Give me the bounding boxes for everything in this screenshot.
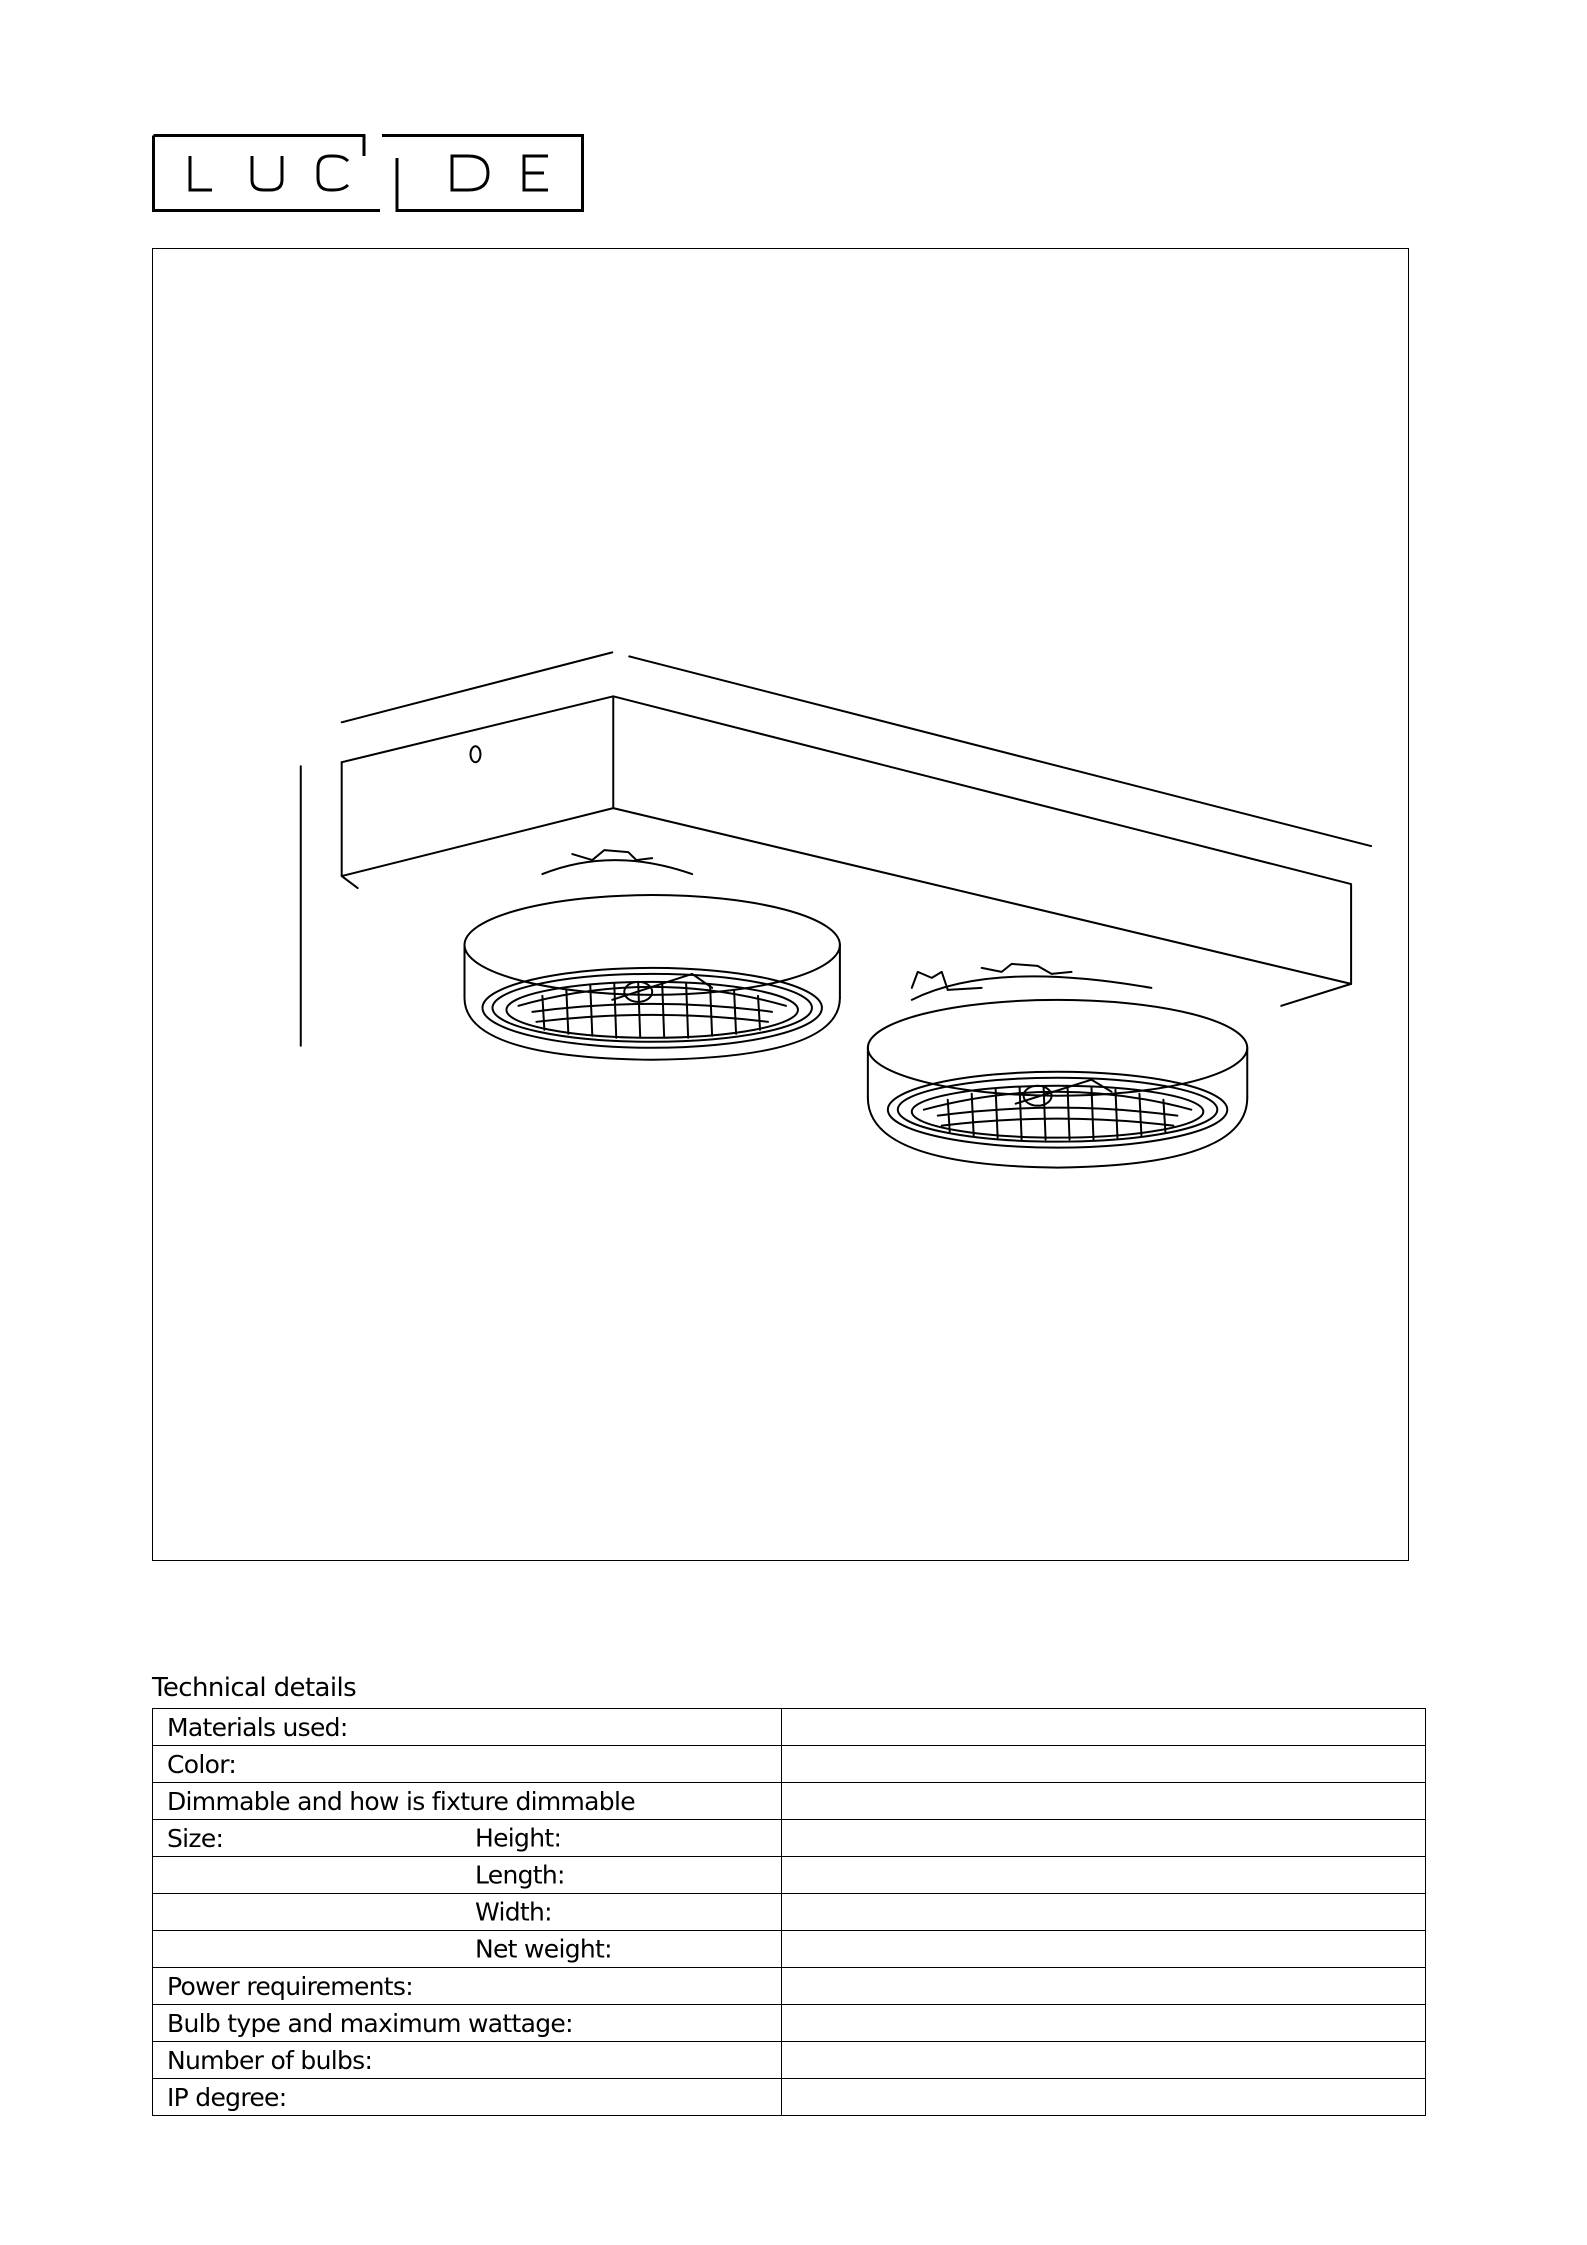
row-label-cell — [153, 2005, 782, 2042]
row-sublabel: Length: — [475, 1860, 565, 1890]
row-label-cell — [153, 2042, 782, 2079]
row-value — [782, 1857, 1426, 1894]
row-label-cell — [153, 1709, 782, 1746]
table-row — [153, 1931, 1426, 1968]
product-drawing-frame — [152, 248, 1409, 1561]
row-label-cell — [153, 1820, 782, 1857]
technical-details-table — [152, 1708, 1426, 2116]
row-value — [782, 2042, 1426, 2079]
table-row — [153, 1820, 1426, 1857]
row-value — [782, 1709, 1426, 1746]
row-value — [782, 1746, 1426, 1783]
row-sublabel: Width: — [475, 1897, 552, 1927]
row-label: Number of bulbs: — [167, 2045, 373, 2075]
row-label: Color: — [167, 1749, 237, 1779]
row-label: Bulb type and maximum wattage: — [167, 2008, 573, 2038]
table-row — [153, 1857, 1426, 1894]
row-value — [782, 2079, 1426, 2116]
row-label-cell — [153, 1931, 782, 1968]
technical-details-title: Technical details — [152, 1673, 357, 1703]
row-label-cell — [153, 1746, 782, 1783]
row-label: Size: — [167, 1823, 224, 1853]
table-row — [153, 1783, 1426, 1820]
row-sublabel: Height: — [475, 1823, 562, 1853]
table-row — [153, 2042, 1426, 2079]
row-label: Materials used: — [167, 1712, 348, 1742]
row-value — [782, 1968, 1426, 2005]
row-value — [782, 2005, 1426, 2042]
ceiling-spotlight-drawing — [153, 249, 1408, 1560]
row-label: IP degree: — [167, 2082, 287, 2112]
row-value — [782, 1820, 1426, 1857]
row-value — [782, 1931, 1426, 1968]
row-label-cell — [153, 1968, 782, 2005]
table-row — [153, 1894, 1426, 1931]
table-row — [153, 1968, 1426, 2005]
row-label-cell — [153, 1857, 782, 1894]
lucide-logo-graphic — [152, 134, 584, 212]
table-row — [153, 2079, 1426, 2116]
brand-logo — [152, 134, 584, 212]
row-label-cell — [153, 2079, 782, 2116]
row-value — [782, 1783, 1426, 1820]
row-label: Power requirements: — [167, 1971, 413, 2001]
row-label: Dimmable and how is fixture dimmable — [167, 1786, 635, 1816]
row-value — [782, 1894, 1426, 1931]
table-row — [153, 1709, 1426, 1746]
row-label-cell — [153, 1783, 782, 1820]
table-row — [153, 1746, 1426, 1783]
table-row — [153, 2005, 1426, 2042]
row-label-cell — [153, 1894, 782, 1931]
row-sublabel: Net weight: — [475, 1934, 612, 1964]
